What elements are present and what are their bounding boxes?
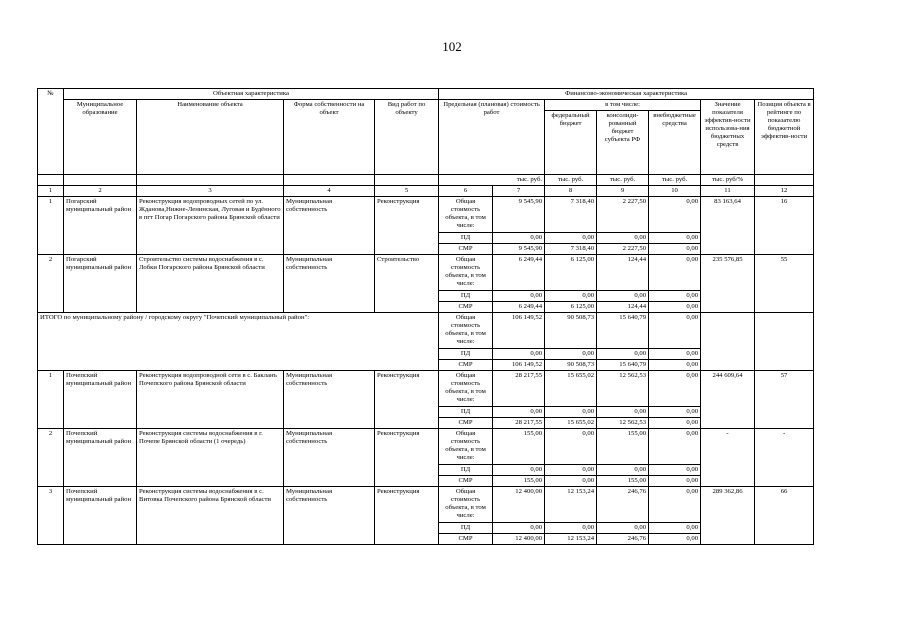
extrabudget-value: 0,00 bbox=[649, 255, 701, 291]
cost-type-label: Общая стоимость объекта, в том числе: bbox=[439, 313, 493, 349]
extrabudget-value: 0,00 bbox=[649, 429, 701, 465]
column-number: 4 bbox=[284, 186, 375, 197]
consolidated-value: 12 562,53 bbox=[597, 418, 649, 429]
object-row bbox=[38, 487, 814, 523]
efficiency-value: 289 362,86 bbox=[701, 487, 755, 545]
efficiency-value: 83 163,64 bbox=[701, 197, 755, 255]
column-number: 10 bbox=[649, 186, 701, 197]
object-row bbox=[38, 371, 814, 407]
header-municipality: Муниципальное образование bbox=[64, 100, 137, 175]
header-finance-group: Финансово-экономическая характеристика bbox=[439, 89, 814, 100]
consolidated-value: 0,00 bbox=[597, 523, 649, 534]
cost-type-label: СМР bbox=[439, 360, 493, 371]
extrabudget-value: 0,00 bbox=[649, 302, 701, 313]
consolidated-value: 0,00 bbox=[597, 407, 649, 418]
cost-type-label: Общая стоимость объекта, в том числе: bbox=[439, 255, 493, 291]
total-cost-value: 0,00 bbox=[493, 465, 545, 476]
ownership-cell: Муниципальная собственность bbox=[284, 371, 375, 429]
ownership-cell: Муниципальная собственность bbox=[284, 429, 375, 487]
cost-type-label: СМР bbox=[439, 302, 493, 313]
unit-label: тыс. руб. bbox=[649, 175, 701, 186]
federal-value: 0,00 bbox=[545, 465, 597, 476]
units-cell bbox=[284, 175, 375, 186]
header-rating: Позиция объекта в рейтинге по показателю бюджетной эффектив-ности bbox=[755, 100, 814, 175]
cost-type-label: ПД bbox=[439, 465, 493, 476]
ownership-cell: Муниципальная собственность bbox=[284, 197, 375, 255]
column-number: 6 bbox=[439, 186, 493, 197]
federal-value: 12 153,24 bbox=[545, 487, 597, 523]
cost-type-label: СМР bbox=[439, 244, 493, 255]
units-row bbox=[38, 175, 814, 186]
rating-value: 57 bbox=[755, 371, 814, 429]
extrabudget-value: 0,00 bbox=[649, 476, 701, 487]
federal-value: 7 318,40 bbox=[545, 244, 597, 255]
work-type-cell: Строительство bbox=[375, 255, 439, 313]
municipality-cell: Погарский муниципальный район bbox=[64, 255, 137, 313]
efficiency-value: 244 609,64 bbox=[701, 371, 755, 429]
extrabudget-value: 0,00 bbox=[649, 465, 701, 476]
total-cost-value: 28 217,55 bbox=[493, 371, 545, 407]
extrabudget-value: 0,00 bbox=[649, 371, 701, 407]
consolidated-value: 12 562,53 bbox=[597, 371, 649, 407]
extrabudget-value: 0,00 bbox=[649, 197, 701, 233]
itogo-label: ИТОГО по муниципальному району / городскому округу "Почепский муниципальный район": bbox=[38, 313, 439, 371]
consolidated-value: 246,76 bbox=[597, 487, 649, 523]
unit-label: тыс. руб. bbox=[597, 175, 649, 186]
header-including: в том числе: bbox=[545, 100, 701, 111]
extrabudget-value: 0,00 bbox=[649, 523, 701, 534]
municipality-cell: Почепский муниципальный район bbox=[64, 487, 137, 545]
column-number: 2 bbox=[64, 186, 137, 197]
object-name-cell: Реконструкция водопроводной сети в с. Бакланъ Почепского района Брянской области bbox=[137, 371, 284, 429]
efficiency-value: 235 576,85 bbox=[701, 255, 755, 313]
consolidated-value: 0,00 bbox=[597, 233, 649, 244]
total-cost-value: 28 217,55 bbox=[493, 418, 545, 429]
units-cell bbox=[375, 175, 439, 186]
table-body bbox=[38, 89, 814, 545]
federal-value: 0,00 bbox=[545, 429, 597, 465]
extrabudget-value: 0,00 bbox=[649, 360, 701, 371]
work-type-cell: Реконструкция bbox=[375, 197, 439, 255]
efficiency-empty bbox=[701, 313, 755, 371]
work-type-cell: Реконструкция bbox=[375, 429, 439, 487]
efficiency-value: - bbox=[701, 429, 755, 487]
federal-value: 90 508,73 bbox=[545, 360, 597, 371]
rating-value: 16 bbox=[755, 197, 814, 255]
row-number: 3 bbox=[38, 487, 64, 545]
header-extrabudget: внебюджетные средства bbox=[649, 111, 701, 175]
investment-table bbox=[37, 88, 814, 545]
extrabudget-value: 0,00 bbox=[649, 407, 701, 418]
object-row bbox=[38, 255, 814, 291]
rating-value: 55 bbox=[755, 255, 814, 313]
header-main-row bbox=[38, 100, 814, 111]
column-number: 3 bbox=[137, 186, 284, 197]
total-cost-value: 0,00 bbox=[493, 291, 545, 302]
cost-type-label: СМР bbox=[439, 418, 493, 429]
extrabudget-value: 0,00 bbox=[649, 534, 701, 545]
total-cost-value: 0,00 bbox=[493, 349, 545, 360]
column-number: 7 bbox=[493, 186, 545, 197]
total-cost-value: 6 249,44 bbox=[493, 302, 545, 313]
object-row bbox=[38, 197, 814, 233]
federal-value: 0,00 bbox=[545, 407, 597, 418]
header-group-row bbox=[38, 89, 814, 100]
column-number: 9 bbox=[597, 186, 649, 197]
total-cost-value: 9 545,90 bbox=[493, 197, 545, 233]
rating-value: - bbox=[755, 429, 814, 487]
units-cell bbox=[755, 175, 814, 186]
cost-type-label: ПД bbox=[439, 407, 493, 418]
cost-type-label: Общая стоимость объекта, в том числе: bbox=[439, 197, 493, 233]
header-object-group: Объектная характеристика bbox=[64, 89, 439, 100]
cost-type-label: СМР bbox=[439, 476, 493, 487]
federal-value: 6 125,00 bbox=[545, 255, 597, 291]
header-object-name: Наименование объекта bbox=[137, 100, 284, 175]
consolidated-value: 124,44 bbox=[597, 302, 649, 313]
extrabudget-value: 0,00 bbox=[649, 487, 701, 523]
extrabudget-value: 0,00 bbox=[649, 313, 701, 349]
total-cost-value: 9 545,90 bbox=[493, 244, 545, 255]
rating-empty bbox=[755, 313, 814, 371]
federal-value: 0,00 bbox=[545, 291, 597, 302]
column-number: 12 bbox=[755, 186, 814, 197]
cost-type-label: ПД bbox=[439, 233, 493, 244]
consolidated-value: 0,00 bbox=[597, 291, 649, 302]
header-consolidated: консолиди-рованный бюджет субъекта РФ bbox=[597, 111, 649, 175]
column-number-row bbox=[38, 186, 814, 197]
header-work-type: Вид работ по объекту bbox=[375, 100, 439, 175]
federal-value: 15 655,02 bbox=[545, 418, 597, 429]
cost-type-label: Общая стоимость объекта, в том числе: bbox=[439, 429, 493, 465]
object-name-cell: Реконструкция системы водоснабжения в г. Почепе Брянской области (1 очередь) bbox=[137, 429, 284, 487]
header-number: № bbox=[38, 89, 64, 175]
total-cost-value: 106 149,52 bbox=[493, 360, 545, 371]
total-cost-value: 0,00 bbox=[493, 407, 545, 418]
total-row bbox=[38, 313, 814, 349]
column-number: 11 bbox=[701, 186, 755, 197]
consolidated-value: 124,44 bbox=[597, 255, 649, 291]
federal-value: 0,00 bbox=[545, 233, 597, 244]
consolidated-value: 155,00 bbox=[597, 476, 649, 487]
work-type-cell: Реконструкция bbox=[375, 487, 439, 545]
total-cost-value: 6 249,44 bbox=[493, 255, 545, 291]
consolidated-value: 2 227,50 bbox=[597, 197, 649, 233]
units-cell bbox=[38, 175, 64, 186]
page-number: 102 bbox=[442, 39, 462, 54]
cost-type-label: ПД bbox=[439, 523, 493, 534]
total-cost-value: 106 149,52 bbox=[493, 313, 545, 349]
extrabudget-value: 0,00 bbox=[649, 349, 701, 360]
federal-value: 12 153,24 bbox=[545, 534, 597, 545]
federal-value: 0,00 bbox=[545, 523, 597, 534]
unit-label: тыс. руб/% bbox=[701, 175, 755, 186]
municipality-cell: Погарский муниципальный район bbox=[64, 197, 137, 255]
cost-type-label: СМР bbox=[439, 534, 493, 545]
header-ownership: Форма собственности на объект bbox=[284, 100, 375, 175]
header-efficiency: Значение показателя эффектив-ности использова-ния бюджетных средств bbox=[701, 100, 755, 175]
municipality-cell: Почепский муниципальный район bbox=[64, 371, 137, 429]
column-number: 1 bbox=[38, 186, 64, 197]
extrabudget-value: 0,00 bbox=[649, 291, 701, 302]
total-cost-value: 155,00 bbox=[493, 476, 545, 487]
federal-value: 6 125,00 bbox=[545, 302, 597, 313]
ownership-cell: Муниципальная собственность bbox=[284, 487, 375, 545]
row-number: 2 bbox=[38, 429, 64, 487]
federal-value: 7 318,40 bbox=[545, 197, 597, 233]
consolidated-value: 0,00 bbox=[597, 349, 649, 360]
federal-value: 0,00 bbox=[545, 476, 597, 487]
cost-type-label: ПД bbox=[439, 349, 493, 360]
federal-value: 0,00 bbox=[545, 349, 597, 360]
work-type-cell: Реконструкция bbox=[375, 371, 439, 429]
federal-value: 15 655,02 bbox=[545, 371, 597, 407]
unit-label: тыс. руб. bbox=[439, 175, 545, 186]
cost-type-label: Общая стоимость объекта, в том числе: bbox=[439, 487, 493, 523]
row-number: 2 bbox=[38, 255, 64, 313]
consolidated-value: 155,00 bbox=[597, 429, 649, 465]
consolidated-value: 15 640,79 bbox=[597, 360, 649, 371]
consolidated-value: 246,76 bbox=[597, 534, 649, 545]
consolidated-value: 2 227,50 bbox=[597, 244, 649, 255]
row-number: 1 bbox=[38, 371, 64, 429]
rating-value: 66 bbox=[755, 487, 814, 545]
object-name-cell: Реконструкция водопроводных сетей по ул. Жданова,Нижне-Ленинская, Луговая и Будённого в пгт Погар Погарского района Брянской области bbox=[137, 197, 284, 255]
total-cost-value: 0,00 bbox=[493, 233, 545, 244]
row-number: 1 bbox=[38, 197, 64, 255]
total-cost-value: 12 400,00 bbox=[493, 534, 545, 545]
column-number: 8 bbox=[545, 186, 597, 197]
cost-type-label: Общая стоимость объекта, в том числе: bbox=[439, 371, 493, 407]
units-cell bbox=[137, 175, 284, 186]
extrabudget-value: 0,00 bbox=[649, 233, 701, 244]
municipality-cell: Почепский муниципальный район bbox=[64, 429, 137, 487]
total-cost-value: 0,00 bbox=[493, 523, 545, 534]
consolidated-value: 15 640,79 bbox=[597, 313, 649, 349]
total-cost-value: 12 400,00 bbox=[493, 487, 545, 523]
total-cost-value: 155,00 bbox=[493, 429, 545, 465]
extrabudget-value: 0,00 bbox=[649, 244, 701, 255]
header-federal: федеральный бюджет bbox=[545, 111, 597, 175]
object-name-cell: Строительство системы водоснабжения в с. Лобки Погарского района Брянской области bbox=[137, 255, 284, 313]
units-cell bbox=[64, 175, 137, 186]
consolidated-value: 0,00 bbox=[597, 465, 649, 476]
object-name-cell: Реконструкция системы водоснабжения в с. Витовка Почепского района Брянской области bbox=[137, 487, 284, 545]
extrabudget-value: 0,00 bbox=[649, 418, 701, 429]
object-row bbox=[38, 429, 814, 465]
federal-value: 90 508,73 bbox=[545, 313, 597, 349]
column-number: 5 bbox=[375, 186, 439, 197]
header-total-cost: Предельная (плановая) стоимость работ bbox=[439, 100, 545, 175]
cost-type-label: ПД bbox=[439, 291, 493, 302]
unit-label: тыс. руб. bbox=[545, 175, 597, 186]
ownership-cell: Муниципальная собственность bbox=[284, 255, 375, 313]
